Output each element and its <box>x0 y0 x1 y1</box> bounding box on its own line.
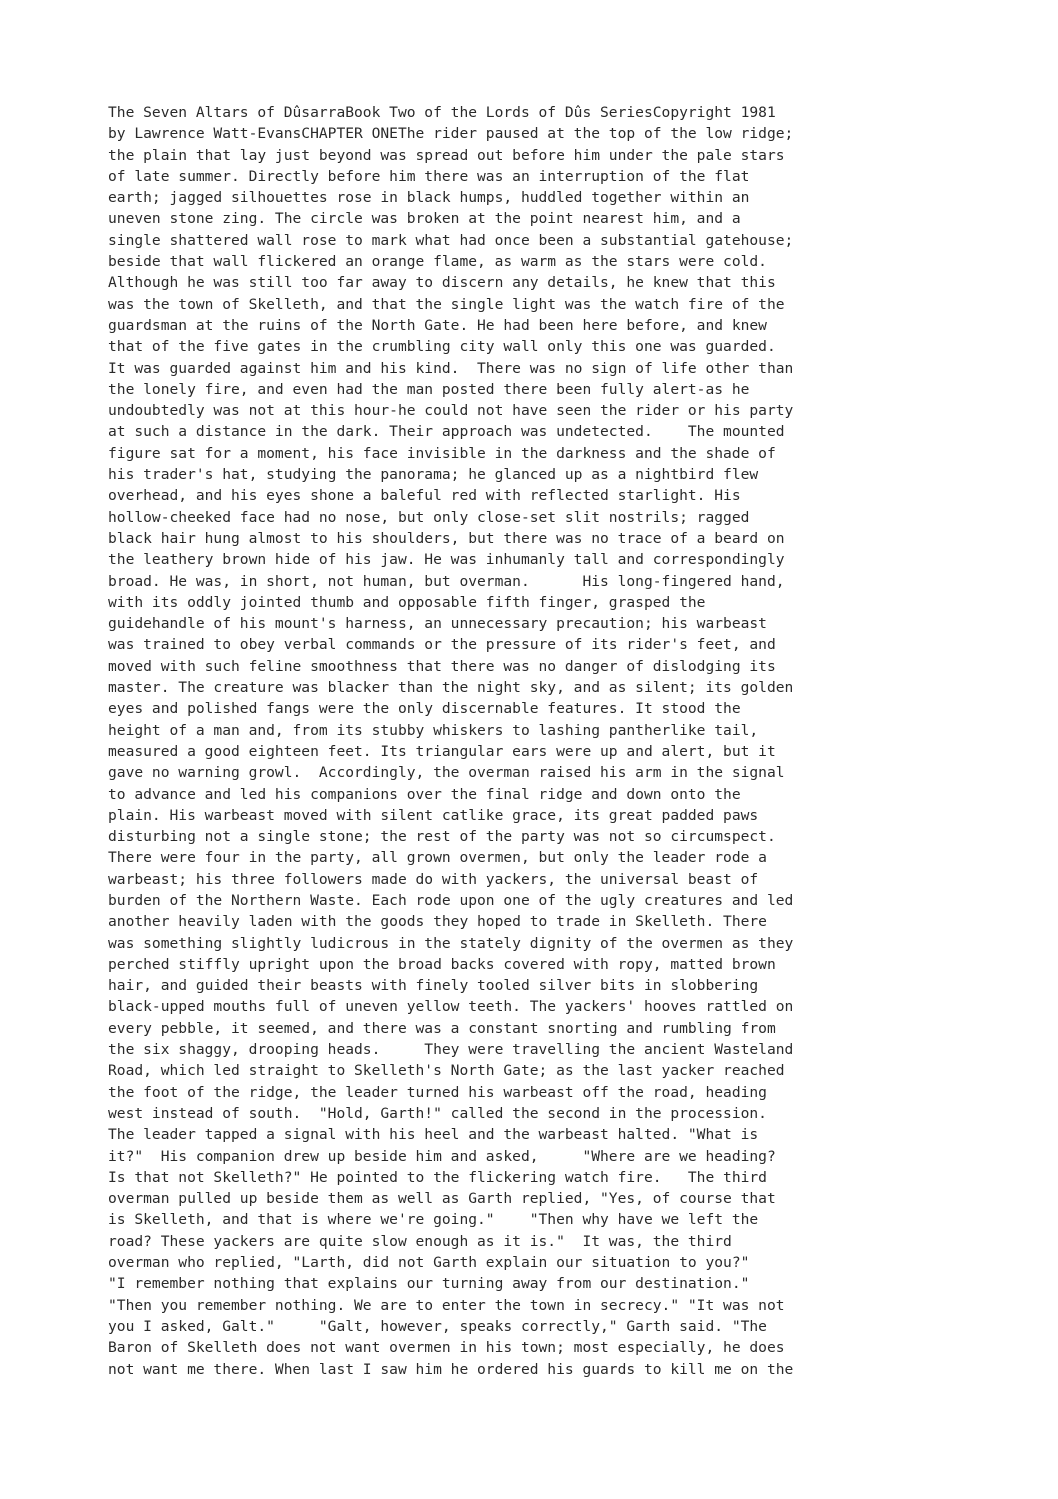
text-line: the foot of the ridge, the leader turned his warbeast off the road, heading <box>108 1083 767 1101</box>
text-line: was the town of Skelleth, and that the single light was the watch fire of the <box>108 295 785 313</box>
text-line: plain. His warbeast moved with silent catlike grace, its great padded paws <box>108 806 759 824</box>
text-line: by Lawrence Watt-EvansCHAPTER ONEThe rider paused at the top of the low ridge; <box>108 125 794 143</box>
text-line: beside that wall flickered an orange flame, as warm as the stars were cold. <box>108 253 767 271</box>
text-line: Road, which led straight to Skelleth's North Gate; as the last yacker reached <box>108 1062 785 1080</box>
text-line: Baron of Skelleth does not want overmen in his town; most especially, he does <box>108 1339 785 1357</box>
text-line: undoubtedly was not at this hour-he could not have seen the rider or his party <box>108 402 794 420</box>
text-line: was trained to obey verbal commands or the pressure of its rider's feet, and <box>108 636 776 654</box>
text-line: guardsman at the ruins of the North Gate. He had been here before, and knew <box>108 316 767 334</box>
text-line: measured a good eighteen feet. Its triangular ears were up and alert, but it <box>108 742 776 760</box>
text-line: with its oddly jointed thumb and opposable fifth finger, grasped the <box>108 593 706 611</box>
text-line: overhead, and his eyes shone a baleful red with reflected starlight. His <box>108 487 741 505</box>
text-line: The Seven Altars of DûsarraBook Two of the Lords of Dûs SeriesCopyright 1981 <box>108 104 776 121</box>
text-line: it?" His companion drew up beside him and asked, "Where are we heading? <box>108 1147 776 1165</box>
text-line: at such a distance in the dark. Their approach was undetected. The mounted <box>108 423 785 441</box>
text-line: the six shaggy, drooping heads. They were travelling the ancient Wasteland <box>108 1041 794 1059</box>
text-line: moved with such feline smoothness that there was no danger of dislodging its <box>108 657 776 675</box>
text-line: road? These yackers are quite slow enough as it is." It was, the third <box>108 1232 732 1250</box>
text-line: Although he was still too far away to discern any details, he knew that this <box>108 274 776 292</box>
text-line: height of a man and, from its stubby whiskers to lashing pantherlike tail, <box>108 721 759 739</box>
text-line: burden of the Northern Waste. Each rode upon one of the ugly creatures and led <box>108 891 794 909</box>
text-line: "Then you remember nothing. We are to enter the town in secrecy." "It was not <box>108 1296 785 1314</box>
text-line: guidehandle of his mount's harness, an unnecessary precaution; his warbeast <box>108 615 767 633</box>
body-text <box>108 102 948 1380</box>
text-line: earth; jagged silhouettes rose in black humps, huddled together within an <box>108 189 750 207</box>
text-line: that of the five gates in the crumbling city wall only this one was guarded. <box>108 338 776 356</box>
text-line: hair, and guided their beasts with finely tooled silver bits in slobbering <box>108 977 759 995</box>
text-line: not want me there. When last I saw him he ordered his guards to kill me on the <box>108 1360 794 1378</box>
text-line: black hair hung almost to his shoulders, but there was no trace of a beard on <box>108 529 785 547</box>
text-line: figure sat for a moment, his face invisible in the darkness and the shade of <box>108 444 776 462</box>
text-line: the leathery brown hide of his jaw. He was inhumanly tall and correspondingly <box>108 551 785 569</box>
text-line: There were four in the party, all grown overmen, but only the leader rode a <box>108 849 767 867</box>
text-line: It was guarded against him and his kind. There was no sign of life other than <box>108 359 794 377</box>
text-line: warbeast; his three followers made do with yackers, the universal beast of <box>108 870 759 888</box>
text-line: another heavily laden with the goods they hoped to trade in Skelleth. There <box>108 913 767 931</box>
text-line: master. The creature was blacker than the night sky, and as silent; its golden <box>108 679 794 697</box>
text-line: eyes and polished fangs were the only discernable features. It stood the <box>108 700 741 718</box>
text-line: gave no warning growl. Accordingly, the overman raised his arm in the signal <box>108 764 785 782</box>
text-line: single shattered wall rose to mark what had once been a substantial gatehouse; <box>108 231 794 249</box>
text-line: perched stiffly upright upon the broad backs covered with ropy, matted brown <box>108 955 776 973</box>
text-line: uneven stone zing. The circle was broken at the point nearest him, and a <box>108 210 741 228</box>
text-line: black-upped mouths full of uneven yellow teeth. The yackers' hooves rattled on <box>108 998 794 1016</box>
text-line: every pebble, it seemed, and there was a constant snorting and rumbling from <box>108 1019 776 1037</box>
text-line: overman who replied, "Larth, did not Garth explain our situation to you?" <box>108 1254 750 1272</box>
text-line: you I asked, Galt." "Galt, however, speaks correctly," Garth said. "The <box>108 1317 767 1335</box>
text-line: the plain that lay just beyond was spread out before him under the pale stars <box>108 146 785 164</box>
text-line: Is that not Skelleth?" He pointed to the flickering watch fire. The third <box>108 1168 767 1186</box>
text-line: of late summer. Directly before him there was an interruption of the flat <box>108 167 750 185</box>
text-line: disturbing not a single stone; the rest of the party was not so circumspect. <box>108 828 776 846</box>
text-line: to advance and led his companions over the final ridge and down onto the <box>108 785 741 803</box>
text-line: was something slightly ludicrous in the stately dignity of the overmen as they <box>108 934 794 952</box>
text-line: overman pulled up beside them as well as Garth replied, "Yes, of course that <box>108 1190 776 1208</box>
text-line: "I remember nothing that explains our turning away from our destination." <box>108 1275 750 1293</box>
text-line: his trader's hat, studying the panorama; he glanced up as a nightbird flew <box>108 466 759 484</box>
text-line: the lonely fire, and even had the man posted there been fully alert-as he <box>108 380 750 398</box>
text-line: hollow-cheeked face had no nose, but only close-set slit nostrils; ragged <box>108 508 750 526</box>
text-line: west instead of south. "Hold, Garth!" called the second in the procession. <box>108 1104 767 1122</box>
text-line: broad. He was, in short, not human, but overman. His long-fingered hand, <box>108 572 785 590</box>
text-line: The leader tapped a signal with his heel and the warbeast halted. "What is <box>108 1126 759 1144</box>
text-line: is Skelleth, and that is where we're going." "Then why have we left the <box>108 1211 759 1229</box>
